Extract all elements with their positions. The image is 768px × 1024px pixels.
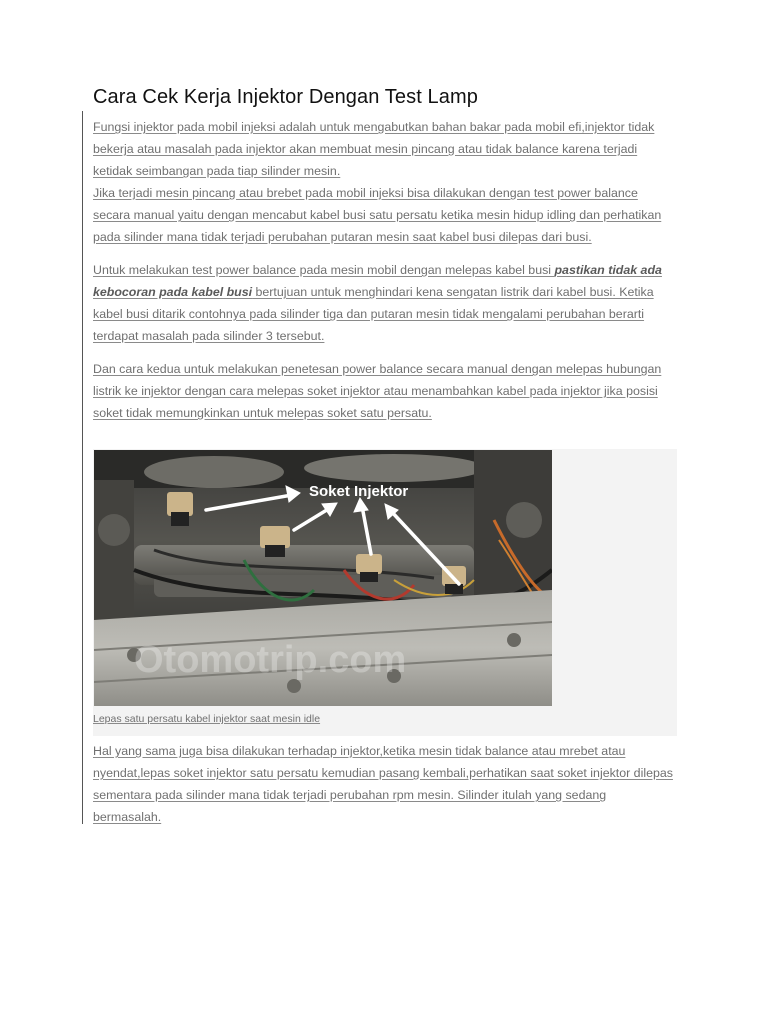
paragraph-mesin-pincang-text[interactable]: Jika terjadi mesin pincang atau brebet pada mobil injeksi bisa dilakukan dengan test power balance secara manual yaitu dengan mencabut kabel busi satu persatu ketika mesin hidup idling dan perhatikan pada silinder mana tidak terjadi perubahan putaran mesin saat kabel busi dilepas dari busi. — [93, 186, 662, 244]
paragraph-hal-yang-sama[interactable]: Hal yang sama juga bisa dilakukan terhadap injektor,ketika mesin tidak balance atau mrebet atau nyendat,lepas soket injektor satu persatu kemudian pasang kembali,perhatikan saat soket injektor dilepas sementara pada silinder mana tidak terjadi perubahan rpm mesin. Silinder itulah yang sedang bermasalah. — [93, 744, 673, 824]
paragraph-mesin-pincang[interactable] — [93, 182, 677, 248]
paragraph-test-power-balance[interactable] — [93, 259, 677, 347]
photo-label-soket-injektor: Soket Injektor — [309, 483, 409, 500]
figure-caption[interactable]: Lepas satu persatu kabel injektor saat mesin idle — [93, 713, 321, 725]
article-body-continued — [93, 740, 677, 828]
engine-photo — [94, 450, 552, 706]
photo-watermark: Otomotrip.com — [134, 639, 407, 681]
page-title: Cara Cek Kerja Injektor Dengan Test Lamp — [93, 86, 478, 108]
left-border-rule — [82, 111, 83, 824]
paragraph-test-power-balance-bold[interactable]: pastikan tidak ada kebocoran pada kabel busi — [93, 263, 662, 299]
figure-soket-injektor — [93, 449, 677, 736]
article-body — [93, 116, 677, 435]
paragraph-cara-kedua-text[interactable]: Dan cara kedua untuk melakukan penetesan power balance secara manual dengan melepas hubungan listrik ke injektor dengan cara melepas soket injektor atau menambahkan kabel pada injektor jika posisi soket tidak memungkinkan untuk melepas soket satu persatu. — [93, 362, 662, 420]
paragraph-fungsi-injektor[interactable] — [93, 116, 677, 182]
paragraph-cara-kedua[interactable] — [93, 358, 677, 424]
paragraph-test-power-balance-pre[interactable]: Untuk melakukan test power balance pada mesin mobil dengan melepas kabel busi — [93, 263, 555, 277]
paragraph-fungsi-injektor-text[interactable]: Fungsi injektor pada mobil injeksi adalah untuk mengabutkan bahan bakar pada mobil efi,injektor tidak bekerja atau masalah pada injektor akan membuat mesin pincang atau tidak balance karena terjadi ketidak seimbangan pada tiap silinder mesin. — [93, 120, 655, 178]
paragraph-test-power-balance-post[interactable]: bertujuan untuk menghindari kena sengatan listrik dari kabel busi. Ketika kabel busi ditarik contohnya pada silinder tiga dan putaran mesin tidak mengalami perubahan berarti terdapat masalah pada silinder 3 tersebut. — [93, 285, 654, 343]
